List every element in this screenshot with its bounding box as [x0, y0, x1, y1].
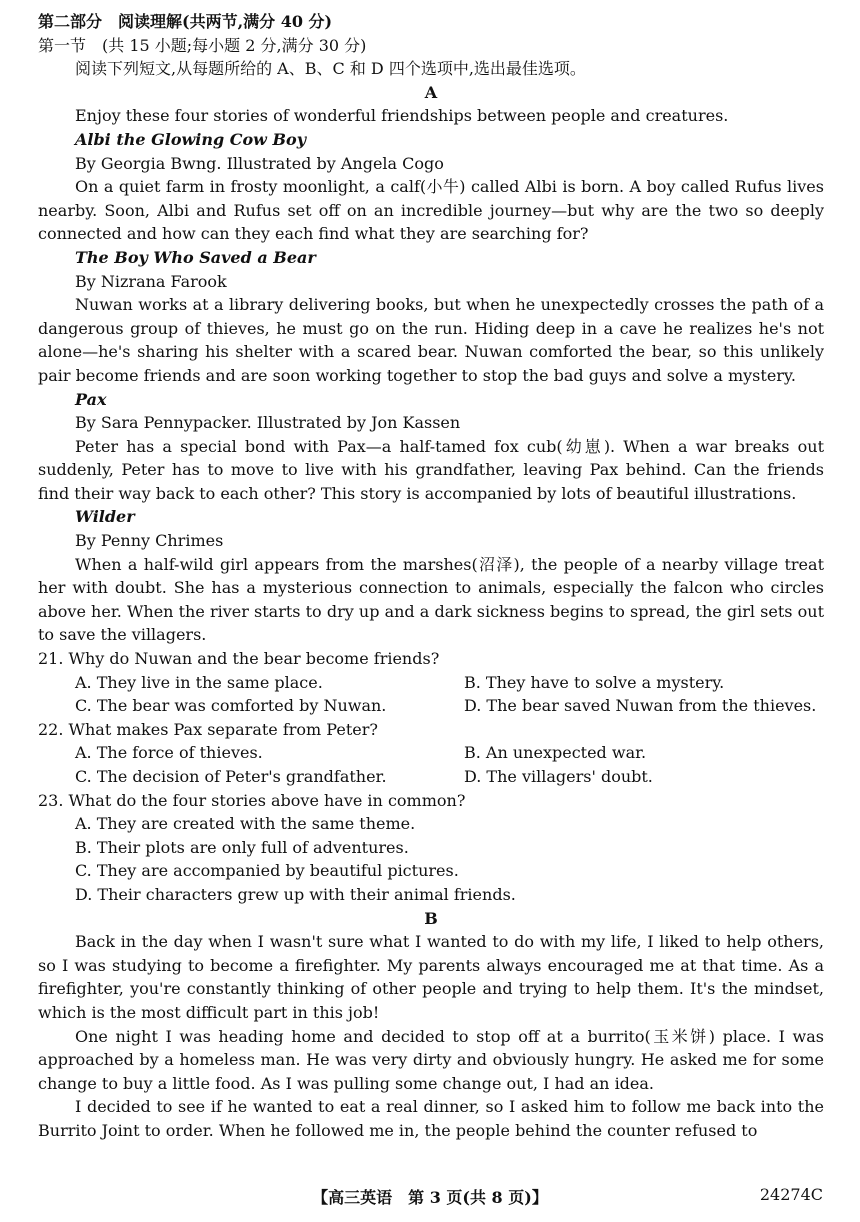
story-byline: By Nizrana Farook — [75, 271, 227, 291]
story-byline: By Sara Pennypacker. Illustrated by Jon Kassen — [75, 413, 461, 433]
passage-a-intro: Enjoy these four stories of wonderful friendships between people and creatures. — [75, 106, 729, 126]
option-row — [38, 741, 824, 765]
question-stem: 22. What makes Pax separate from Peter? — [38, 719, 378, 739]
option-c: C. The decision of Peter's grandfather. — [75, 767, 387, 786]
option-row — [38, 694, 824, 718]
option-a: A. The force of thieves. — [75, 743, 263, 763]
option-c: C. They are accompanied by beautiful pictures. — [75, 861, 459, 881]
page-label: 【高三英语 第 3 页(共 8 页)】 — [312, 1188, 548, 1207]
passage-a-letter: A — [424, 82, 438, 102]
story-title: Wilder — [75, 507, 135, 527]
story-text: On a quiet farm in frosty moonlight, a calf(小牛) called Albi is born. A boy called Rufus lives nearby. Soon, Albi and Rufus set off on an incredible journey—but why are the two so deeply connected and how can they each find what they are searching for? — [38, 177, 824, 244]
story-title: Pax — [75, 389, 107, 409]
option-row — [38, 765, 824, 789]
exam-code: 24274C — [759, 1185, 823, 1204]
option-b: B. An unexpected war. — [464, 743, 647, 763]
story-title: Albi the Glowing Cow Boy — [75, 129, 306, 149]
page-footer — [0, 1185, 860, 1209]
option-row — [38, 671, 824, 695]
option-d: D. The villagers' doubt. — [464, 767, 653, 786]
passage-b-letter: B — [424, 908, 438, 928]
option-d: D. Their characters grew up with their animal friends. — [75, 884, 516, 904]
passage-b-paragraph: One night I was heading home and decided to stop off at a burrito(玉米饼) place. I was approached by a homeless man. He was very dirty and obviously hungry. He asked me for some change to buy a little food. As I was pulling some change out, I had an idea. — [38, 1026, 824, 1093]
option-b: B. Their plots are only full of adventures. — [75, 837, 409, 857]
passage-b-paragraph: Back in the day when I wasn't sure what I wanted to do with my life, I liked to help others, so I was studying to become a firefighter. My parents always encouraged me at that time. As a firefighter, you're constantly thinking of other people and trying to help them. It's the mindset, which is the most difficult part in this job! — [38, 932, 824, 1022]
story-byline: By Penny Chrimes — [75, 531, 224, 551]
exam-page — [38, 10, 824, 1143]
question-stem: 23. What do the four stories above have in common? — [38, 790, 466, 810]
story-title: The Boy Who Saved a Bear — [75, 247, 316, 267]
story-text: Peter has a special bond with Pax—a half-tamed fox cub(幼崽). When a war breaks out suddenly, Peter has to move to live with his grandfather, leaving Pax behind. Can the friends find their way back to each other? This story is accompanied by lots of beautiful illustrations. — [38, 436, 824, 503]
option-a: A. They live in the same place. — [75, 672, 323, 692]
option-a: A. They are created with the same theme. — [75, 814, 416, 834]
story-text: When a half-wild girl appears from the marshes(沼泽), the people of a nearby village treat her with doubt. She has a mysterious connection to animals, especially the falcon who circles above her. When the river starts to dry up and a dark sickness begins to spread, the girl sets out to save the villagers. — [38, 554, 824, 645]
passage-b-paragraph: I decided to see if he wanted to eat a real dinner, so I asked him to follow me back into the Burrito Joint to order. When he followed me in, the people behind the counter refused to — [38, 1097, 824, 1140]
option-d: D. The bear saved Nuwan from the thieves. — [464, 696, 817, 716]
story-byline: By Georgia Bwng. Illustrated by Angela Cogo — [75, 153, 444, 173]
story-text: Nuwan works at a library delivering books, but when he unexpectedly crosses the path of a dangerous group of thieves, he must go on the run. Hiding deep in a cave he realizes he's not alone—he's sharing his shelter with a scared bear. Nuwan comforted the bear, so this unlikely pair become friends and are soon working together to stop the bad guys and solve a mystery. — [38, 295, 824, 385]
question-stem: 21. Why do Nuwan and the bear become friends? — [38, 649, 440, 669]
part-heading: 第二部分 阅读理解(共两节,满分 40 分) — [38, 12, 333, 31]
option-b: B. They have to solve a mystery. — [464, 672, 725, 692]
option-c: C. The bear was comforted by Nuwan. — [75, 696, 387, 716]
section-heading: 第一节 (共 15 小题;每小题 2 分,满分 30 分) — [38, 35, 367, 55]
instruction: 阅读下列短文,从每题所给的 A、B、C 和 D 四个选项中,选出最佳选项。 — [75, 59, 586, 79]
